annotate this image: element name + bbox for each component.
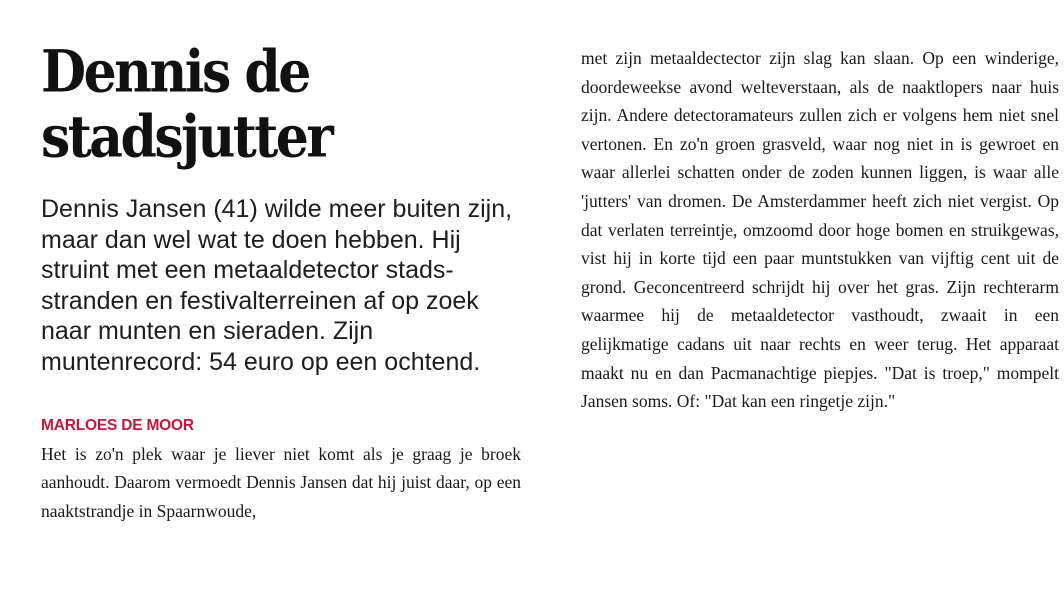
article-lead: Dennis Jansen (41) wilde meer buiten zijn, maar dan wel wat te doen hebben. Hij struint met een metaaldetector stads-stranden en festivalterreinen af op zoek naar munten en sieraden. Zijn muntenrecord: 54 euro op een ochtend.: [41, 195, 513, 376]
left-column: [41, 37, 521, 525]
body-text-column-2: met zijn metaaldectector zijn slag kan slaan. Op een winderige, doordeweekse avond welteverstaan, als de naaktlopers naar huis zijn. Andere detectoramateurs zullen zich er volgens hem niet snel vertonen. En zo'n groen grasveld, waar nog niet in is gewroet en waar allerlei schatten onder de zoden kunnen liggen, is waar alle 'jutters' van dromen. De Amsterdammer heeft zich niet vergist. Op dat verlaten terreintje, omzoomd door hoge bomen en struikgewas, vist hij in korte tijd een paar muntstukken van vijftig cent uit de grond. Geconcentreerd schrijdt hij over het gras. Zijn rechterarm waarmee hij de metaaldetector vasthoudt, zwaait in een gelijkmatige cadans uit naar rechts en weer terug. Het apparaat maakt nu en dan Pacmanachtige piepjes. "Dat is troep," mompelt Jansen soms. Of: "Dat kan een ringetje zijn.": [581, 48, 1059, 412]
author-byline: MARLOES DE MOOR: [41, 416, 194, 434]
article-title: Dennis de stadsjutter: [41, 37, 332, 172]
right-column: [581, 44, 1059, 416]
body-text-column-1: Het is zo'n plek waar je liever niet komt als je graag je broek aanhoudt. Daarom vermoedt Dennis Jansen dat hij juist daar, op een naaktstrandje in Spaarnwoude,: [41, 443, 521, 521]
